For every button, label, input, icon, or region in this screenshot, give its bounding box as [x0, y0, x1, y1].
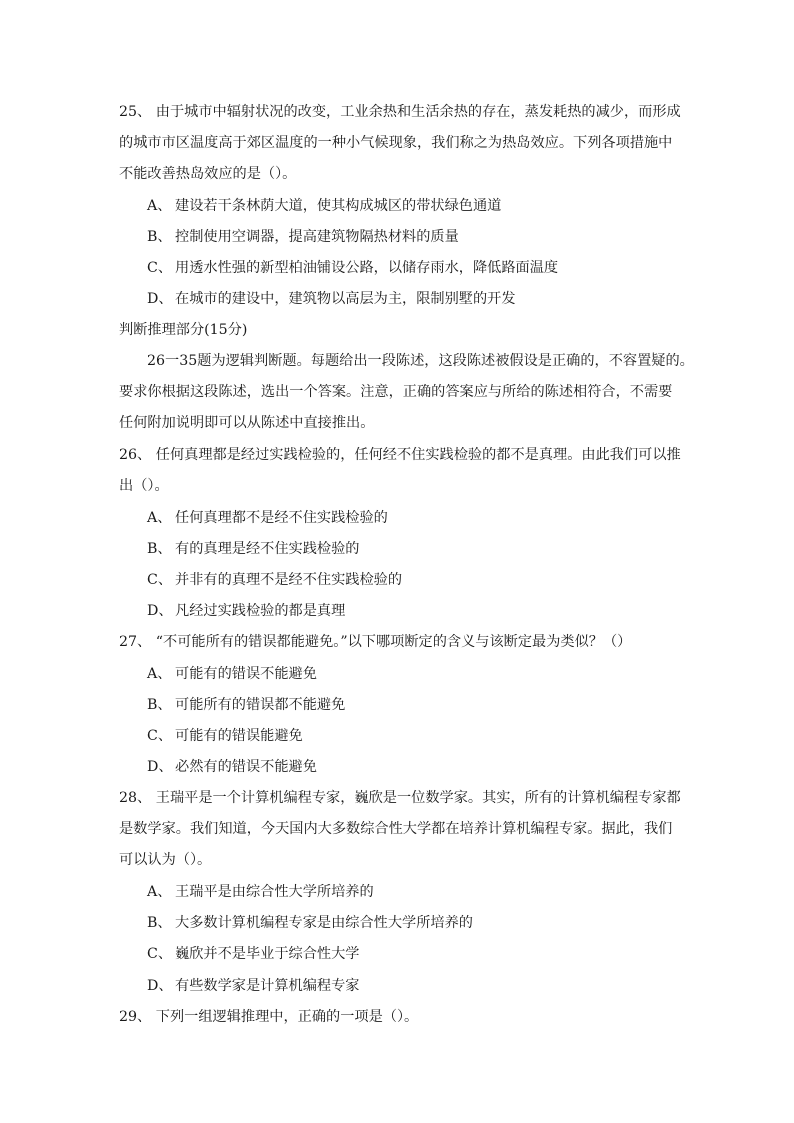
option-letter: C、: [147, 572, 173, 588]
option-text: 任何真理都不是经不住实践检验的: [175, 510, 388, 526]
q26-option-b: [147, 539, 359, 559]
option-text: 可能有的错误不能避免: [175, 666, 317, 682]
q25-option-d: [147, 289, 516, 309]
q27-option-a: [147, 664, 317, 684]
section-title: 判断推理部分(15分): [119, 322, 248, 338]
option-letter: A、: [147, 198, 172, 214]
section-intro-line2: 要求你根据这段陈述，选出一个答案。注意，正确的答案应与所给的陈述相符合，不需要: [119, 384, 673, 400]
option-text: 在城市的建设中，建筑物以高层为主，限制别墅的开发: [175, 291, 516, 307]
option-text: 可能所有的错误都不能避免: [175, 697, 346, 713]
option-text: 王瑞平是由综合性大学所培养的: [175, 884, 374, 900]
q25-option-b: [147, 227, 459, 247]
q26-option-c: [147, 570, 402, 590]
section-intro-line1: 26一35题为逻辑判断题。每题给出一段陈述，这段陈述被假设是正确的，不容置疑的。: [147, 353, 694, 369]
option-text: 凡经过实践检验的都是真理: [175, 603, 346, 619]
option-letter: B、: [147, 697, 172, 713]
q25-option-c: [147, 258, 558, 278]
q28-option-b: [147, 913, 473, 933]
q28-option-c: [147, 944, 359, 964]
option-letter: A、: [147, 666, 172, 682]
option-text: 巍欣并不是毕业于综合性大学: [175, 946, 360, 962]
q28-stem-line2: 是数学家。我们知道，今天国内大多数综合性大学都在培养计算机编程专家。据此，我们: [119, 821, 673, 837]
option-letter: C、: [147, 946, 173, 962]
option-letter: A、: [147, 884, 172, 900]
q26-stem-line1: 26、 任何真理都是经过实践检验的，任何经不住实践检验的都不是真理。由此我们可以推: [119, 447, 681, 463]
q27-option-b: [147, 695, 345, 715]
q25-stem-line1: 25、 由于城市中辐射状况的改变，工业余热和生活余热的存在，蒸发耗热的减少，而形成: [119, 104, 681, 120]
q26-stem-line2: 出（）。: [119, 478, 169, 494]
q28-option-d: [147, 976, 359, 996]
q28-stem-line1: 28、 王瑞平是一个计算机编程专家，巍欣是一位数学家。其实，所有的计算机编程专家都: [119, 790, 681, 806]
option-text: 建设若干条林荫大道，使其构成城区的带状绿色通道: [175, 198, 502, 214]
q29-stem-line1: 29、 下列一组逻辑推理中，正确的一项是（）。: [119, 1009, 419, 1025]
q28-option-a: [147, 882, 374, 902]
option-text: 控制使用空调器，提高建筑物隔热材料的质量: [175, 229, 459, 245]
option-text: 可能有的错误能避免: [175, 728, 303, 744]
q27-option-d: [147, 757, 317, 777]
option-text: 用透水性强的新型柏油铺设公路，以储存雨水，降低路面温度: [175, 260, 559, 276]
option-letter: B、: [147, 915, 172, 931]
option-letter: C、: [147, 728, 173, 744]
option-text: 有些数学家是计算机编程专家: [175, 978, 360, 994]
q25-stem-line3: 不能改善热岛效应的是（）。: [119, 166, 297, 182]
option-letter: B、: [147, 229, 172, 245]
option-letter: C、: [147, 260, 173, 276]
q25-option-a: [147, 196, 501, 216]
option-letter: B、: [147, 541, 172, 557]
q26-option-a: [147, 508, 388, 528]
option-text: 并非有的真理不是经不住实践检验的: [175, 572, 403, 588]
q25-stem-line2: 的城市市区温度高于郊区温度的一种小气候现象，我们称之为热岛效应。下列各项措施中: [119, 135, 673, 151]
option-letter: D、: [147, 978, 173, 994]
option-letter: D、: [147, 603, 173, 619]
q26-option-d: [147, 601, 345, 621]
option-text: 大多数计算机编程专家是由综合性大学所培养的: [175, 915, 473, 931]
q27-option-c: [147, 726, 303, 746]
q27-stem-line1: 27、 “不可能所有的错误都能避免。”以下哪项断定的含义与该断定最为类似？（）: [119, 634, 632, 650]
option-letter: D、: [147, 291, 173, 307]
q28-stem-line3: 可以认为（）。: [119, 852, 212, 868]
option-letter: D、: [147, 759, 173, 775]
option-text: 有的真理是经不住实践检验的: [175, 541, 360, 557]
section-intro-line3: 任何附加说明即可以从陈述中直接推出。: [119, 415, 375, 431]
option-text: 必然有的错误不能避免: [175, 759, 317, 775]
option-letter: A、: [147, 510, 172, 526]
